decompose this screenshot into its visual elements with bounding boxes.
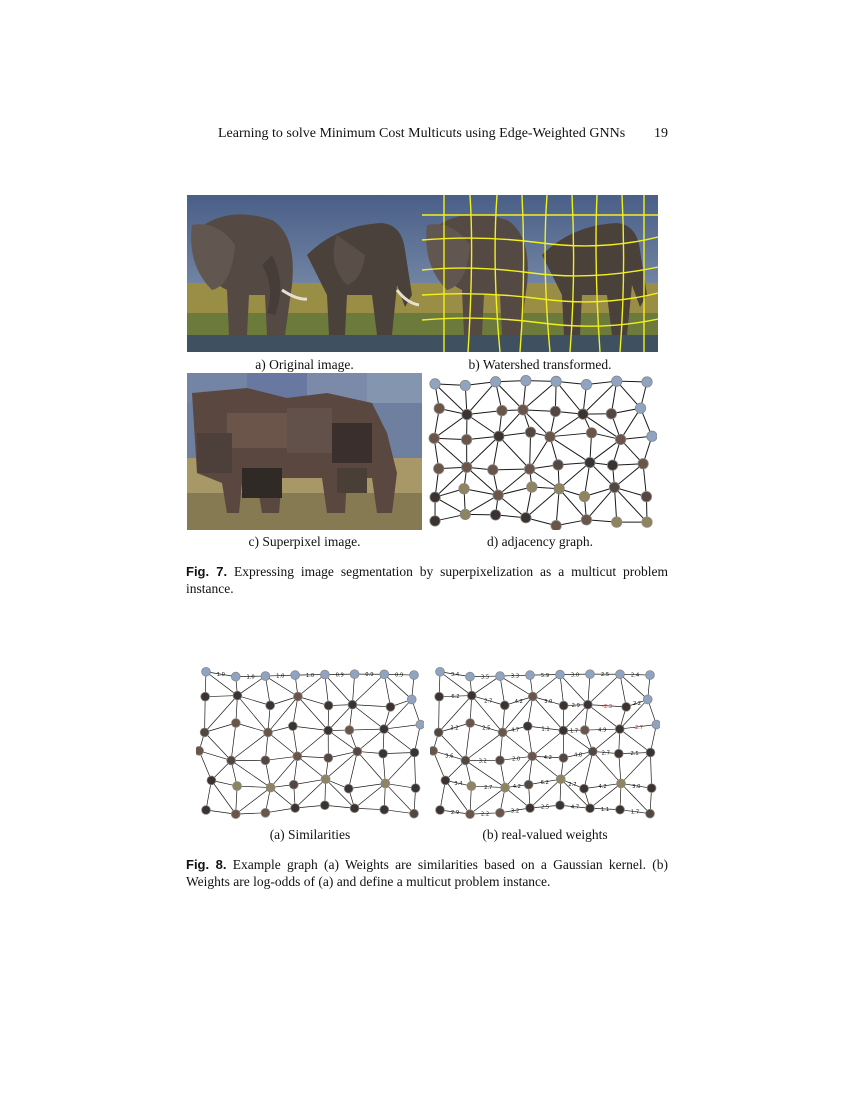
edge-weight-label: -2.7 — [632, 724, 644, 731]
graph-node — [430, 516, 440, 526]
graph-node — [556, 775, 565, 784]
graph-edge — [590, 439, 621, 462]
edge-weight-label: 3.4 — [450, 672, 460, 679]
graph-node — [586, 428, 596, 438]
graph-node — [462, 409, 472, 419]
edge-weight-label: 2.2 — [632, 701, 642, 708]
graph-node — [559, 726, 568, 735]
edge-weight-label: 4.2 — [543, 755, 552, 762]
graph-edge — [414, 753, 415, 789]
graph-node — [494, 431, 504, 441]
edge-weight-label: 0.9 — [365, 672, 374, 679]
graph-node — [559, 753, 568, 762]
graph-node — [407, 695, 416, 704]
edge-weight-label: 1.7 — [630, 809, 640, 816]
graph-node — [616, 670, 625, 679]
graph-node — [434, 728, 443, 737]
graph-node — [556, 670, 565, 679]
graph-node — [527, 482, 537, 492]
graph-node — [410, 748, 419, 757]
graph-nodes — [429, 375, 657, 530]
edge-weight-label: 2.5 — [630, 751, 639, 758]
graph-node — [324, 701, 333, 710]
graph-node — [501, 783, 510, 792]
edge-weight-label: 3.2 — [450, 725, 459, 732]
edge-weight-label: 3.0 — [544, 699, 553, 706]
graph-node — [635, 403, 645, 413]
graph-node — [647, 431, 657, 441]
graph-node — [493, 490, 503, 500]
graph-edge — [357, 729, 384, 751]
graph-node — [617, 779, 626, 788]
graph-node — [496, 672, 505, 681]
graph-node — [380, 725, 389, 734]
graph-edge — [205, 696, 237, 697]
edge-weight-label: 3.6 — [445, 753, 454, 760]
graph-node — [293, 752, 302, 761]
graph-node — [521, 513, 531, 523]
graph-node — [289, 780, 298, 789]
graph-edge — [211, 780, 235, 814]
graph-edge — [620, 729, 651, 752]
graph-node — [616, 805, 625, 814]
graph-edge — [237, 696, 268, 733]
graph-node — [588, 747, 597, 756]
graph-node — [353, 747, 362, 756]
edge-weight-label: 1.1 — [600, 806, 610, 813]
superpixel-panel — [187, 373, 422, 530]
graph-edge — [297, 730, 328, 756]
graph-node — [200, 728, 209, 737]
graph-node — [551, 376, 561, 386]
graph-edge — [505, 788, 530, 808]
graph-node — [615, 725, 624, 734]
graph-node — [524, 464, 534, 474]
graph-edge — [237, 786, 270, 788]
graph-node — [609, 482, 619, 492]
graph-node — [496, 756, 505, 765]
graph-node — [496, 808, 505, 817]
graph-edge — [434, 415, 467, 439]
graph-node — [518, 405, 528, 415]
graph-edge — [352, 705, 384, 729]
graph-edge — [298, 696, 328, 730]
edge-weight-label: 2.9 — [571, 703, 580, 710]
real-weights-graph-panel — [430, 664, 660, 820]
graph-edge — [268, 732, 297, 756]
running-header — [186, 126, 668, 146]
graph-edge — [588, 674, 620, 704]
edge-weight-label: 2.4 — [630, 672, 640, 679]
graph-node — [410, 809, 419, 818]
graph-node — [233, 691, 242, 700]
graph-node — [585, 457, 595, 467]
edge-weight-label: 4.8 — [573, 752, 583, 759]
graph-node — [638, 459, 648, 469]
edge-weight-label: 3.0 — [570, 672, 580, 679]
edge-weight-label: 3.2 — [510, 808, 520, 815]
graph-node — [488, 465, 498, 475]
graph-node — [466, 672, 475, 681]
watershed-panel — [422, 195, 658, 352]
graph-node — [380, 670, 389, 679]
graph-edge — [385, 783, 414, 813]
graph-edge — [293, 726, 328, 730]
edge-weight-label: 1.0 — [305, 672, 315, 679]
graph-node — [550, 406, 560, 416]
graph-edge — [385, 753, 414, 784]
fig7-caption-text: Expressing image segmentation by superpixelization as a multicut problem instance. — [186, 564, 669, 596]
edge-weight-label: 2.5 — [540, 804, 550, 811]
page-number: 19 — [654, 126, 668, 141]
edge-weight-label: 1.7 — [569, 728, 579, 735]
graph-node — [231, 810, 240, 819]
graph-node — [586, 804, 595, 813]
fig8-caption-label: Fig. 8. — [186, 857, 227, 872]
graph-node — [233, 782, 242, 791]
graph-node — [379, 749, 388, 758]
graph-edge — [530, 437, 550, 469]
graph-node — [526, 671, 535, 680]
graph-edge — [236, 723, 268, 732]
graph-edge — [205, 696, 238, 733]
graph-node — [521, 375, 531, 385]
graph-node — [607, 460, 617, 470]
graph-edge — [467, 415, 499, 437]
graph-node — [466, 810, 475, 819]
graph-edge — [384, 729, 414, 752]
graph-node — [202, 806, 211, 815]
fig8-subcaption-a: (a) Similarities — [269, 827, 351, 842]
original-elephant-image — [187, 195, 422, 352]
graph-edge — [467, 382, 496, 415]
fig7-subcaption-d: d) adjacency graph. — [486, 534, 594, 549]
graph-node — [261, 808, 270, 817]
graph-node — [612, 376, 622, 386]
graph-edge — [384, 725, 420, 730]
graph-node — [460, 509, 470, 519]
fig7-caption — [186, 563, 668, 597]
graph-edge — [237, 696, 270, 706]
graph-edge — [560, 674, 588, 704]
graph-node — [434, 403, 444, 413]
graph-edge — [349, 751, 358, 788]
graph-node — [646, 671, 655, 680]
graph-node — [642, 377, 652, 387]
graph-node — [551, 520, 561, 530]
graph-node — [615, 434, 625, 444]
graph-edge — [559, 463, 590, 489]
edge-weight-label: 4.2 — [598, 784, 607, 791]
graph-edge — [434, 438, 467, 467]
graph-node — [264, 728, 273, 737]
graph-edge — [349, 729, 384, 730]
graph-node — [410, 671, 419, 680]
edge-weight-label: 2.7 — [484, 698, 493, 705]
graph-node — [321, 775, 330, 784]
real-valued-weights-graph — [430, 664, 660, 820]
running-title: Learning to solve Minimum Cost Multicuts using Edge-Weighted GNNs — [218, 126, 626, 141]
graph-node — [462, 462, 472, 472]
graph-node — [580, 726, 589, 735]
graph-node — [490, 377, 500, 387]
graph-edge — [586, 487, 614, 519]
graph-node — [320, 670, 329, 679]
graph-edge — [265, 756, 297, 760]
graph-node — [467, 691, 476, 700]
superpixel-image — [187, 373, 422, 530]
graph-node — [553, 460, 563, 470]
graph-node — [580, 784, 589, 793]
graph-node — [380, 805, 389, 814]
edge-weight-label: 2.0 — [511, 756, 521, 763]
fig7-subcaption-b: b) Watershed transformed. — [468, 357, 612, 372]
graph-node — [578, 409, 588, 419]
edge-weight-label: 2.7 — [568, 781, 577, 788]
edge-weight-label: -2.3 — [601, 703, 613, 710]
graph-edge — [352, 705, 390, 707]
graph-node — [500, 701, 509, 710]
graph-node — [196, 746, 204, 755]
graph-edge — [352, 674, 384, 704]
fig7-subcaption-c: c) Superpixel image. — [248, 534, 361, 549]
graph-node — [430, 746, 438, 755]
graph-node — [436, 667, 445, 676]
graph-node — [381, 779, 390, 788]
graph-node — [554, 484, 564, 494]
fig8-subcaption-b: (b) real-valued weights — [482, 827, 608, 842]
graph-node — [202, 667, 211, 676]
graph-node — [348, 700, 357, 709]
graph-node — [288, 722, 297, 731]
edge-weight-label: 2.9 — [450, 810, 460, 817]
graph-edge — [465, 732, 502, 760]
graph-edge — [550, 414, 583, 437]
graph-node — [525, 427, 535, 437]
graph-node — [642, 517, 652, 527]
edge-weight-label: 0.9 — [395, 672, 404, 679]
graph-node — [416, 720, 424, 729]
graph-node — [524, 780, 533, 789]
graph-node — [461, 756, 470, 765]
edge-weight-label: 5.9 — [540, 672, 550, 679]
similarities-graph — [196, 664, 424, 820]
edge-weight-label: 6.2 — [451, 694, 460, 701]
graph-edges — [434, 381, 652, 526]
graph-edge — [328, 730, 357, 751]
graph-node — [622, 702, 631, 711]
graph-node — [614, 749, 623, 758]
graph-node — [430, 492, 440, 502]
graph-edge — [231, 732, 268, 760]
graph-node — [201, 692, 210, 701]
graph-node — [291, 671, 300, 680]
graph-node — [641, 491, 651, 501]
graph-node — [345, 726, 354, 735]
graph-node — [430, 379, 440, 389]
graph-node — [386, 702, 395, 711]
graph-node — [324, 753, 333, 762]
edge-weight-label: 4.2 — [514, 698, 523, 705]
graph-edge — [550, 433, 592, 437]
edge-weight-label: 2.5 — [482, 725, 491, 732]
graph-node — [324, 726, 333, 735]
graph-node — [266, 783, 275, 792]
fig8-caption — [186, 856, 668, 890]
graph-edge — [499, 436, 530, 469]
graph-node — [411, 784, 420, 793]
similarities-graph-panel — [196, 664, 424, 820]
graph-node — [466, 719, 475, 728]
graph-node — [344, 784, 353, 793]
graph-node — [581, 515, 591, 525]
original-image-panel — [187, 195, 422, 352]
adjacency-graph — [425, 373, 657, 530]
edge-weight-label: 0.9 — [335, 672, 344, 679]
graph-node — [461, 434, 471, 444]
graph-node — [526, 804, 535, 813]
graph-node — [523, 722, 532, 731]
edge-weight-label: 2.7 — [484, 784, 493, 791]
graph-edge — [584, 751, 593, 788]
graph-node — [291, 804, 300, 813]
edge-weight-label: 3.3 — [510, 673, 520, 680]
graph-node — [528, 752, 537, 761]
graph-edge — [439, 697, 440, 733]
graph-node — [497, 405, 507, 415]
graph-node — [231, 672, 240, 681]
adjacency-graph-panel — [425, 373, 657, 530]
graph-node — [434, 463, 444, 473]
graph-node — [612, 517, 622, 527]
fig7-subcaption-a: a) Original image. — [255, 357, 354, 372]
graph-node — [459, 484, 469, 494]
graph-node — [579, 491, 589, 501]
graph-edge — [205, 697, 206, 733]
edge-weight-label: 2.5 — [600, 672, 610, 679]
edge-weight-label: 4.2 — [512, 784, 521, 791]
fig8-caption-text: Example graph (a) Weights are similarities based on a Gaussian kernel. (b) Weights are log-odds of (a) and define a multicut problem instance. — [186, 857, 669, 889]
graph-node — [528, 692, 537, 701]
graph-node — [207, 776, 216, 785]
graph-node — [293, 692, 302, 701]
graph-edge — [532, 730, 563, 756]
edge-weight-label: 2.7 — [601, 750, 610, 757]
graph-node — [436, 806, 445, 815]
graph-node — [586, 670, 595, 679]
edge-weight-label: 3.5 — [480, 674, 490, 681]
edge-weight-label: 4.9 — [598, 727, 607, 734]
graph-node — [227, 756, 236, 765]
edge-weight-label: 1.0 — [246, 674, 255, 681]
graph-node — [261, 756, 270, 765]
watershed-image — [422, 195, 658, 352]
graph-node — [460, 380, 470, 390]
edge-weight-label: 2.2 — [480, 811, 490, 818]
graph-edge — [325, 674, 353, 704]
graph-edge — [650, 753, 651, 789]
graph-node — [441, 776, 450, 785]
graph-node — [231, 719, 240, 728]
graph-edges — [199, 672, 420, 814]
graph-node — [652, 720, 660, 729]
graph-edge — [621, 753, 650, 784]
graph-node — [583, 700, 592, 709]
graph-node — [498, 728, 507, 737]
fig7-caption-label: Fig. 7. — [186, 564, 228, 579]
graph-node — [490, 510, 500, 520]
graph-node — [435, 692, 444, 701]
edge-weight-label: 3.4 — [454, 781, 463, 788]
graph-node — [643, 695, 652, 704]
graph-node — [467, 782, 476, 791]
edge-weight-label: 6.2 — [540, 779, 549, 786]
graph-node — [606, 409, 616, 419]
edge-weight-label: 1.1 — [541, 726, 550, 733]
graph-node — [350, 804, 359, 813]
graph-node — [559, 701, 568, 710]
graph-node — [320, 801, 329, 810]
graph-edge — [297, 756, 325, 779]
graph-edge — [231, 723, 236, 760]
edge-weight-label: 1.0 — [216, 672, 225, 679]
graph-node — [261, 672, 270, 681]
graph-node — [647, 784, 656, 793]
edge-weight-label: 3.0 — [632, 783, 641, 790]
graph-node — [429, 433, 439, 443]
graph-node — [581, 379, 591, 389]
graph-node — [646, 809, 655, 818]
graph-edge — [465, 723, 470, 760]
edge-weight-label: 1.0 — [276, 673, 285, 680]
edge-weight-label: 4.7 — [570, 804, 580, 811]
graph-node — [545, 431, 555, 441]
graph-node — [350, 670, 359, 679]
edge-weight-label: 3.2 — [478, 758, 487, 765]
graph-node — [556, 801, 565, 810]
graph-edge — [205, 723, 236, 732]
graph-node — [266, 701, 275, 710]
graph-edge — [503, 732, 533, 756]
graph-node — [646, 748, 655, 757]
edge-weight-label: 4.7 — [510, 727, 520, 734]
